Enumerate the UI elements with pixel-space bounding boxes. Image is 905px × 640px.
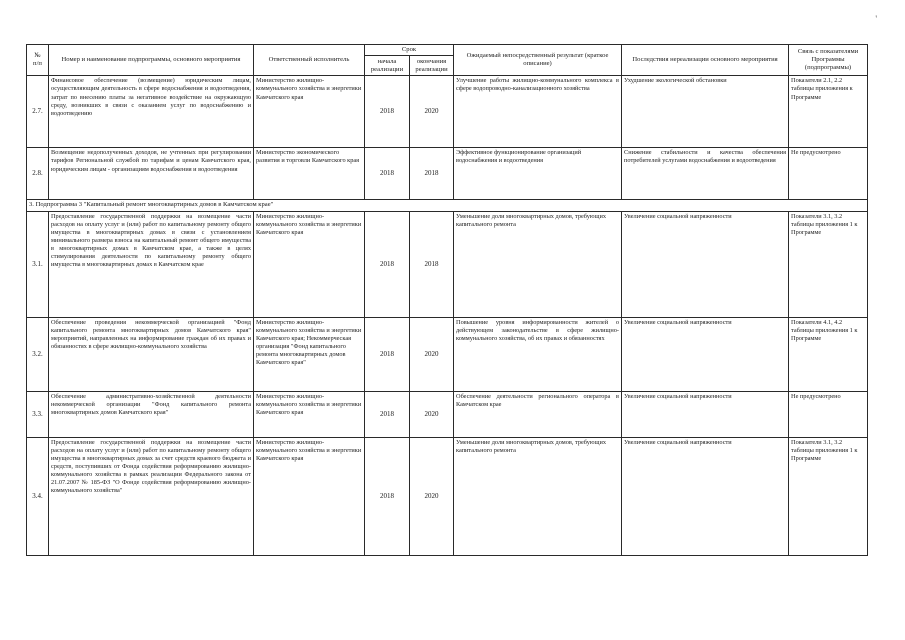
table-header [27, 45, 868, 76]
row-executor: Министерство жилищно-коммунального хозяйства и энергетики Камчатского края [254, 391, 365, 437]
row-num: 3.4. [27, 437, 49, 555]
row-num: 3.3. [27, 391, 49, 437]
row-start: 2018 [365, 437, 410, 555]
table-row [27, 391, 868, 437]
table-row [27, 437, 868, 555]
row-end: 2020 [410, 317, 454, 391]
row-name: Предоставление государственной поддержки на возмещение части расходов на оплату услуг и (или) работ по капитальному ремонту общего имущества в многоквартирных домах за счет средств краевого бюджета и средств, поступивших от Фонда содействия реформированию жилищно-коммунального хозяйства в рамках реализации Федерального закона от 21.07.2007 № 185-ФЗ "О Фонде содействия реформированию жилищно-коммунального хозяйства" [49, 437, 254, 555]
row-name: Возмещение недополученных доходов, не учтенных при регулировании тарифов Региональной службой по тарифам и ценам Камчатского края, юридическим лицам - организациям водоснабжения и водоотведения [49, 148, 254, 200]
row-result: Эффективное функционирование организаций водоснабжения и водоотведения [454, 148, 622, 200]
row-result: Улучшение работы жилищно-коммунального комплекса в сфере водопроводно-канализационного хозяйства [454, 76, 622, 148]
row-end: 2020 [410, 437, 454, 555]
row-consequences: Снижение стабильности и качества обеспечения потребителей услугами водоснабжения и водоотведения [622, 148, 789, 200]
measures-table [26, 44, 868, 556]
row-link: Показатели 4.1, 4.2 таблицы приложения 1 к Программе [789, 317, 868, 391]
row-start: 2018 [365, 76, 410, 148]
page-corner-mark: ' [875, 14, 877, 24]
row-consequences: Увеличение социальной напряженности [622, 317, 789, 391]
row-start: 2018 [365, 211, 410, 317]
row-consequences: Увеличение социальной напряженности [622, 211, 789, 317]
row-consequences: Увеличение социальной напряженности [622, 391, 789, 437]
row-num: 2.7. [27, 76, 49, 148]
header-result: Ожидаемый непосредственный результат (краткое описание) [454, 45, 622, 76]
row-name: Обеспечение проведения некоммерческой организацией "Фонд капитального ремонта многоквартирных домов Камчатского края" мероприятий, направленных на информирование граждан об их правах и обязанностях в сфере жилищно-коммунального хозяйства [49, 317, 254, 391]
row-num: 2.8. [27, 148, 49, 200]
table-row [27, 317, 868, 391]
table-row [27, 211, 868, 317]
row-executor: Министерство экономического развития и торговли Камчатского края [254, 148, 365, 200]
row-executor: Министерство жилищно-коммунального хозяйства и энергетики Камчатского края [254, 76, 365, 148]
row-link: Не предусмотрено [789, 391, 868, 437]
row-consequences: Увеличение социальной напряженности [622, 437, 789, 555]
row-consequences: Ухудшение экологической обстановки [622, 76, 789, 148]
row-result: Уменьшение доли многоквартирных домов, требующих капитального ремонта [454, 211, 622, 317]
row-name: Финансовое обеспечение (возмещение) юридическим лицам, осуществляющим деятельность в сфере водоснабжения и водоотведения, затрат по внесению платы за негативное воздействие на окружающую среду, возникших в связи с оказанием услуг по водоснабжению и водоотведению [49, 76, 254, 148]
section-row [27, 200, 868, 211]
row-executor: Министерство жилищно-коммунального хозяйства и энергетики Камчатского края [254, 437, 365, 555]
row-executor: Министерство жилищно-коммунального хозяйства и энергетики Камчатского края; Некоммерческая организация "Фонд капитального ремонта многоквартирных домов Камчатского края" [254, 317, 365, 391]
row-start: 2018 [365, 391, 410, 437]
row-result: Повышение уровня информированности жителей о действующем законодательстве в сфере жилищно-коммунального хозяйства, об их правах и обязанностях [454, 317, 622, 391]
row-name: Предоставление государственной поддержки на возмещение части расходов на оплату услуг и (или) работ по капитальному ремонту общего имущества в многоквартирных домах в связи с установлением минимального размера взноса на капитальный ремонт общего имущества в многоквартирных домах в Камчатском крае, а также в целях стимулирования деятельности по капитальному ремонту общего имущества в многоквартирных домах в Камчатском крае [49, 211, 254, 317]
table-row [27, 148, 868, 200]
header-term-end: окончания реализации [410, 56, 454, 76]
row-end: 2018 [410, 148, 454, 200]
row-link: Показатели 3.1, 3.2 таблицы приложения 1 к Программе [789, 211, 868, 317]
header-num: № п/п [27, 45, 49, 76]
row-link: Не предусмотрено [789, 148, 868, 200]
header-term-start: начала реализации [365, 56, 410, 76]
row-name: Обеспечение административно-хозяйственной деятельности некоммерческой организации "Фонд капитального ремонта многоквартирных домов Камчатского края" [49, 391, 254, 437]
row-link: Показатели 3.1, 3.2 таблицы приложения 1 к Программе [789, 437, 868, 555]
header-name: Номер и наименование подпрограммы, основного мероприятия [49, 45, 254, 76]
row-num: 3.2. [27, 317, 49, 391]
row-end: 2018 [410, 211, 454, 317]
row-end: 2020 [410, 391, 454, 437]
row-end: 2020 [410, 76, 454, 148]
row-start: 2018 [365, 148, 410, 200]
row-num: 3.1. [27, 211, 49, 317]
row-start: 2018 [365, 317, 410, 391]
section-title: 3. Подпрограмма 3 "Капитальный ремонт многоквартирных домов в Камчатском крае" [27, 200, 868, 211]
row-link: Показатели 2.1, 2.2 таблицы приложения к Программе [789, 76, 868, 148]
row-result: Обеспечение деятельности регионального оператора в Камчатском крае [454, 391, 622, 437]
header-term: Срок [365, 45, 454, 56]
table-row [27, 76, 868, 148]
header-consequences: Последствия нереализации основного мероприятия [622, 45, 789, 76]
row-executor: Министерство жилищно-коммунального хозяйства и энергетики Камчатского края [254, 211, 365, 317]
row-result: Уменьшение доли многоквартирных домов, требующих капитального ремонта [454, 437, 622, 555]
header-executor: Ответственный исполнитель [254, 45, 365, 76]
header-link: Связь с показателями Программы (подпрограммы) [789, 45, 868, 76]
